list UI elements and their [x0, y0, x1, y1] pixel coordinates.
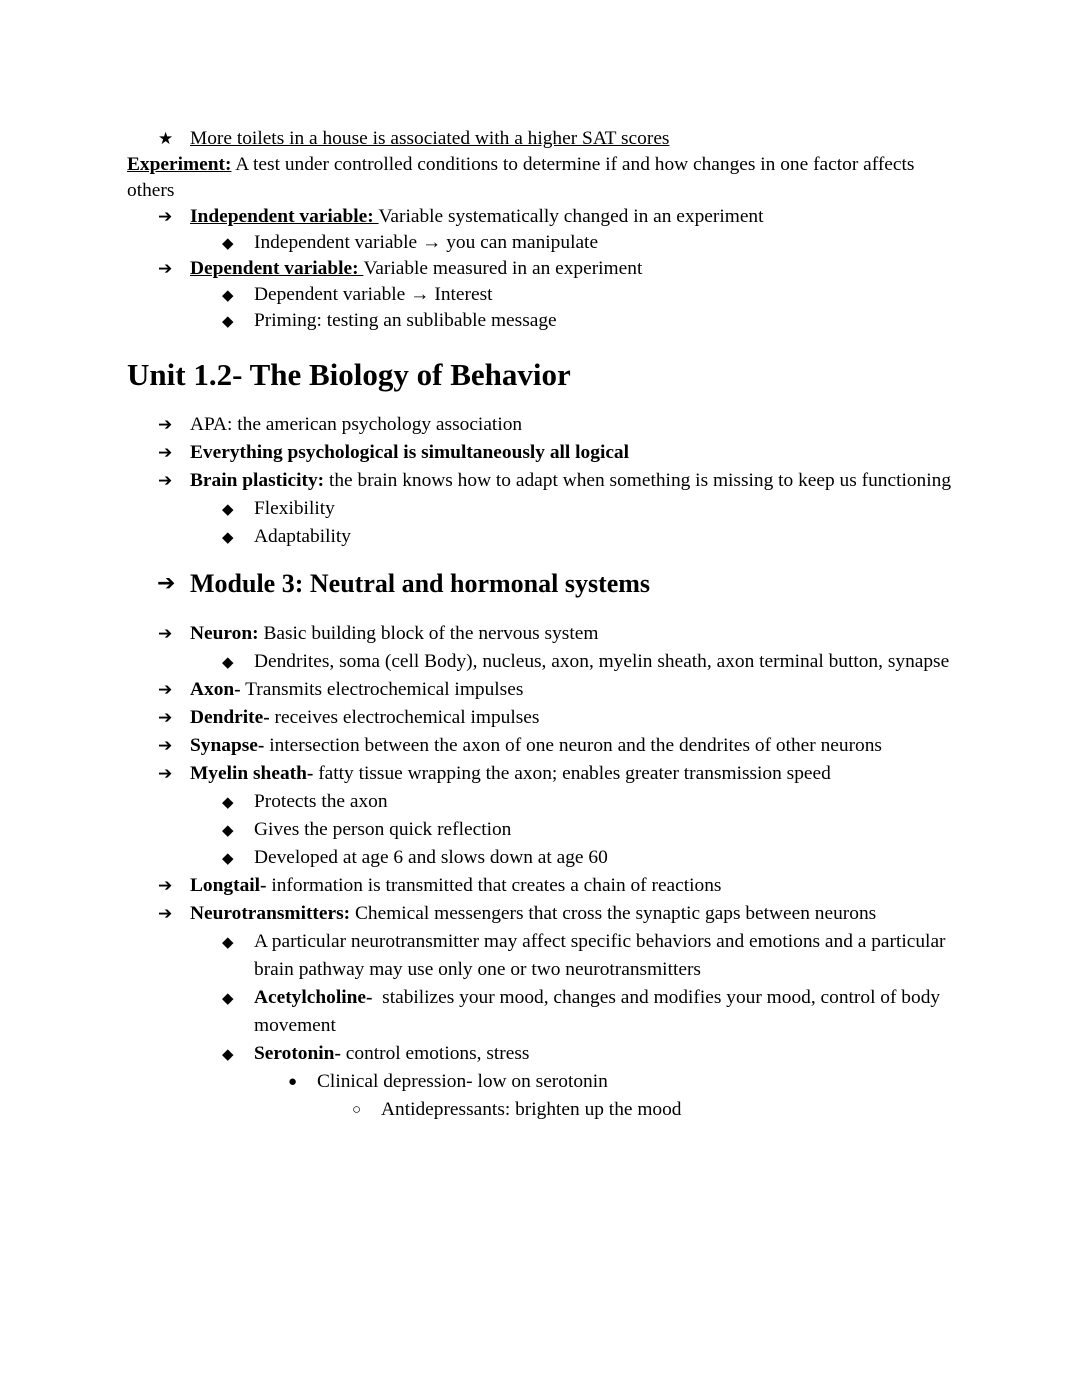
text-runs: [254, 1043, 529, 1064]
text-run: fatty tissue wrapping the axon; enables greater transmission speed: [313, 763, 831, 784]
text-run: A test under controlled conditions to determine if and how changes in one factor affects others: [127, 154, 915, 201]
diamond-icon: ◆: [222, 821, 234, 839]
text-runs: [190, 763, 831, 784]
diamond-icon: ◆: [222, 286, 234, 304]
text-runs: [190, 442, 629, 463]
arrow-icon: ➔: [158, 708, 173, 728]
section-heading: [127, 354, 953, 396]
list-item: [127, 732, 953, 760]
text-runs: [254, 310, 557, 331]
list-item: [127, 204, 953, 230]
text-run: More toilets in a house is associated with a higher SAT scores: [190, 128, 670, 149]
text-run: Serotonin-: [254, 1043, 341, 1064]
text-run: Brain plasticity:: [190, 470, 325, 491]
text-runs: [190, 470, 951, 491]
text-run: Antidepressants: brighten up the mood: [381, 1099, 682, 1120]
list-item: [127, 704, 953, 732]
text-runs: [254, 651, 949, 672]
text-runs: [190, 707, 539, 728]
text-run: intersection between the axon of one neuron and the dendrites of other neurons: [264, 735, 882, 756]
list-item: [127, 648, 953, 676]
list-item: [127, 411, 953, 439]
text-run: Developed at age 6 and slows down at age 60: [254, 847, 608, 868]
text-run: Clinical depression- low on serotonin: [317, 1071, 608, 1092]
arrow-icon: ➔: [158, 624, 173, 644]
text-runs: [190, 414, 522, 435]
text-runs: [190, 679, 523, 700]
arrow-icon: ➔: [157, 571, 176, 596]
list-item: [127, 928, 953, 984]
diamond-icon: ◆: [222, 933, 234, 951]
list-item: [127, 523, 953, 551]
text-runs: [190, 735, 882, 756]
text-runs: [190, 569, 650, 598]
text-run: the brain knows how to adapt when something is missing to keep us functioning: [324, 470, 952, 491]
text-run: Gives the person quick reflection: [254, 819, 512, 840]
text-runs: [381, 1099, 682, 1120]
disc-icon: ●: [288, 1074, 298, 1090]
list-item: [127, 439, 953, 467]
list-item: [127, 900, 953, 928]
list-item: [127, 282, 953, 308]
list-item: [127, 788, 953, 816]
diamond-icon: ◆: [222, 528, 234, 546]
diamond-icon: ◆: [222, 653, 234, 671]
text-run: Adaptability: [254, 526, 351, 547]
text-runs: [190, 903, 876, 924]
diamond-icon: ◆: [222, 312, 234, 330]
text-run: Everything psychological is simultaneously all logical: [190, 442, 630, 463]
list-item: [127, 620, 953, 648]
text-runs: [254, 232, 598, 253]
star-icon: ★: [158, 129, 174, 149]
text-run: Dependent variable:: [190, 258, 364, 279]
text-run: Module 3: Neutral and hormonal systems: [190, 569, 651, 598]
arrow-icon: ➔: [158, 471, 173, 491]
text-runs: [190, 623, 598, 644]
arrow-icon: ➔: [158, 764, 173, 784]
text-run: Transmits electrochemical impulses: [240, 679, 524, 700]
text-run: Flexibility: [254, 498, 335, 519]
list-item: [127, 1068, 953, 1096]
list-item: [127, 230, 953, 256]
text-run: Experiment:: [127, 154, 232, 175]
arrow-icon: ➔: [158, 443, 173, 463]
list-item: [127, 676, 953, 704]
arrow-icon: ➔: [158, 736, 173, 756]
diamond-icon: ◆: [222, 849, 234, 867]
text-run: Neuron:: [190, 623, 259, 644]
arrow-icon: ➔: [158, 415, 173, 435]
text-runs: [254, 847, 608, 868]
list-item: [127, 816, 953, 844]
text-runs: [127, 154, 914, 201]
text-run: Neurotransmitters:: [190, 903, 351, 924]
text-run: A particular neurotransmitter may affect specific behaviors and emotions and a particular brain pathway may use only one or two neurotransmitters: [254, 931, 946, 980]
text-run: Dependent variable → Interest: [254, 284, 493, 305]
text-runs: [254, 987, 940, 1036]
list-item: [127, 256, 953, 282]
text-runs: [254, 526, 351, 547]
text-run: Dendrite-: [190, 707, 270, 728]
text-run: stabilizes your mood, changes and modifies your mood, control of body movement: [254, 987, 941, 1036]
text-runs: [190, 875, 721, 896]
text-run: Priming: testing an sublibable message: [254, 310, 557, 331]
text-run: Independent variable → you can manipulate: [254, 232, 599, 253]
text-run: APA: the american psychology association: [190, 414, 523, 435]
text-run: Acetylcholine-: [254, 987, 373, 1008]
arrow-icon: ➔: [158, 259, 173, 279]
text-run: Chemical messengers that cross the synaptic gaps between neurons: [350, 903, 877, 924]
list-item: [127, 984, 953, 1040]
text-runs: [190, 258, 642, 279]
text-runs: [127, 357, 571, 392]
arrow-icon: ➔: [158, 207, 173, 227]
list-item: [127, 495, 953, 523]
arrow-icon: ➔: [158, 876, 173, 896]
text-run: Dendrites, soma (cell Body), nucleus, axon, myelin sheath, axon terminal button, synapse: [254, 651, 950, 672]
text-run: Basic building block of the nervous system: [258, 623, 599, 644]
text-runs: [190, 206, 764, 227]
list-item: [127, 760, 953, 788]
text-run: Myelin sheath-: [190, 763, 314, 784]
text-runs: [254, 819, 511, 840]
diamond-icon: ◆: [222, 1045, 234, 1063]
text-run: Variable systematically changed in an experiment: [378, 206, 764, 227]
diamond-icon: ◆: [222, 989, 234, 1007]
text-run: Longtail-: [190, 875, 267, 896]
text-run: Variable measured in an experiment: [363, 258, 643, 279]
text-runs: [254, 931, 946, 980]
text-run: Axon-: [190, 679, 241, 700]
diamond-icon: ◆: [222, 793, 234, 811]
text-runs: [190, 128, 669, 149]
document-body: [127, 126, 953, 1124]
list-item: [127, 872, 953, 900]
list-item: [127, 308, 953, 334]
arrow-icon: ➔: [158, 904, 173, 924]
diamond-icon: ◆: [222, 500, 234, 518]
paragraph: [127, 152, 953, 204]
module-heading: [127, 566, 953, 602]
circle-icon: ○: [352, 1102, 362, 1118]
text-run: information is transmitted that creates a chain of reactions: [266, 875, 722, 896]
text-run: Independent variable:: [190, 206, 379, 227]
text-run: Synapse-: [190, 735, 265, 756]
list-item: [127, 467, 953, 495]
text-runs: [254, 791, 388, 812]
diamond-icon: ◆: [222, 234, 234, 252]
text-runs: [254, 498, 335, 519]
list-item: [127, 1040, 953, 1068]
text-run: Unit 1.2- The Biology of Behavior: [127, 357, 571, 392]
text-runs: [254, 284, 493, 305]
list-item: [127, 1096, 953, 1124]
text-run: Protects the axon: [254, 791, 388, 812]
list-item: [127, 844, 953, 872]
list-item: [127, 126, 953, 152]
text-run: receives electrochemical impulses: [269, 707, 540, 728]
text-run: control emotions, stress: [340, 1043, 530, 1064]
arrow-icon: ➔: [158, 680, 173, 700]
text-runs: [317, 1071, 608, 1092]
